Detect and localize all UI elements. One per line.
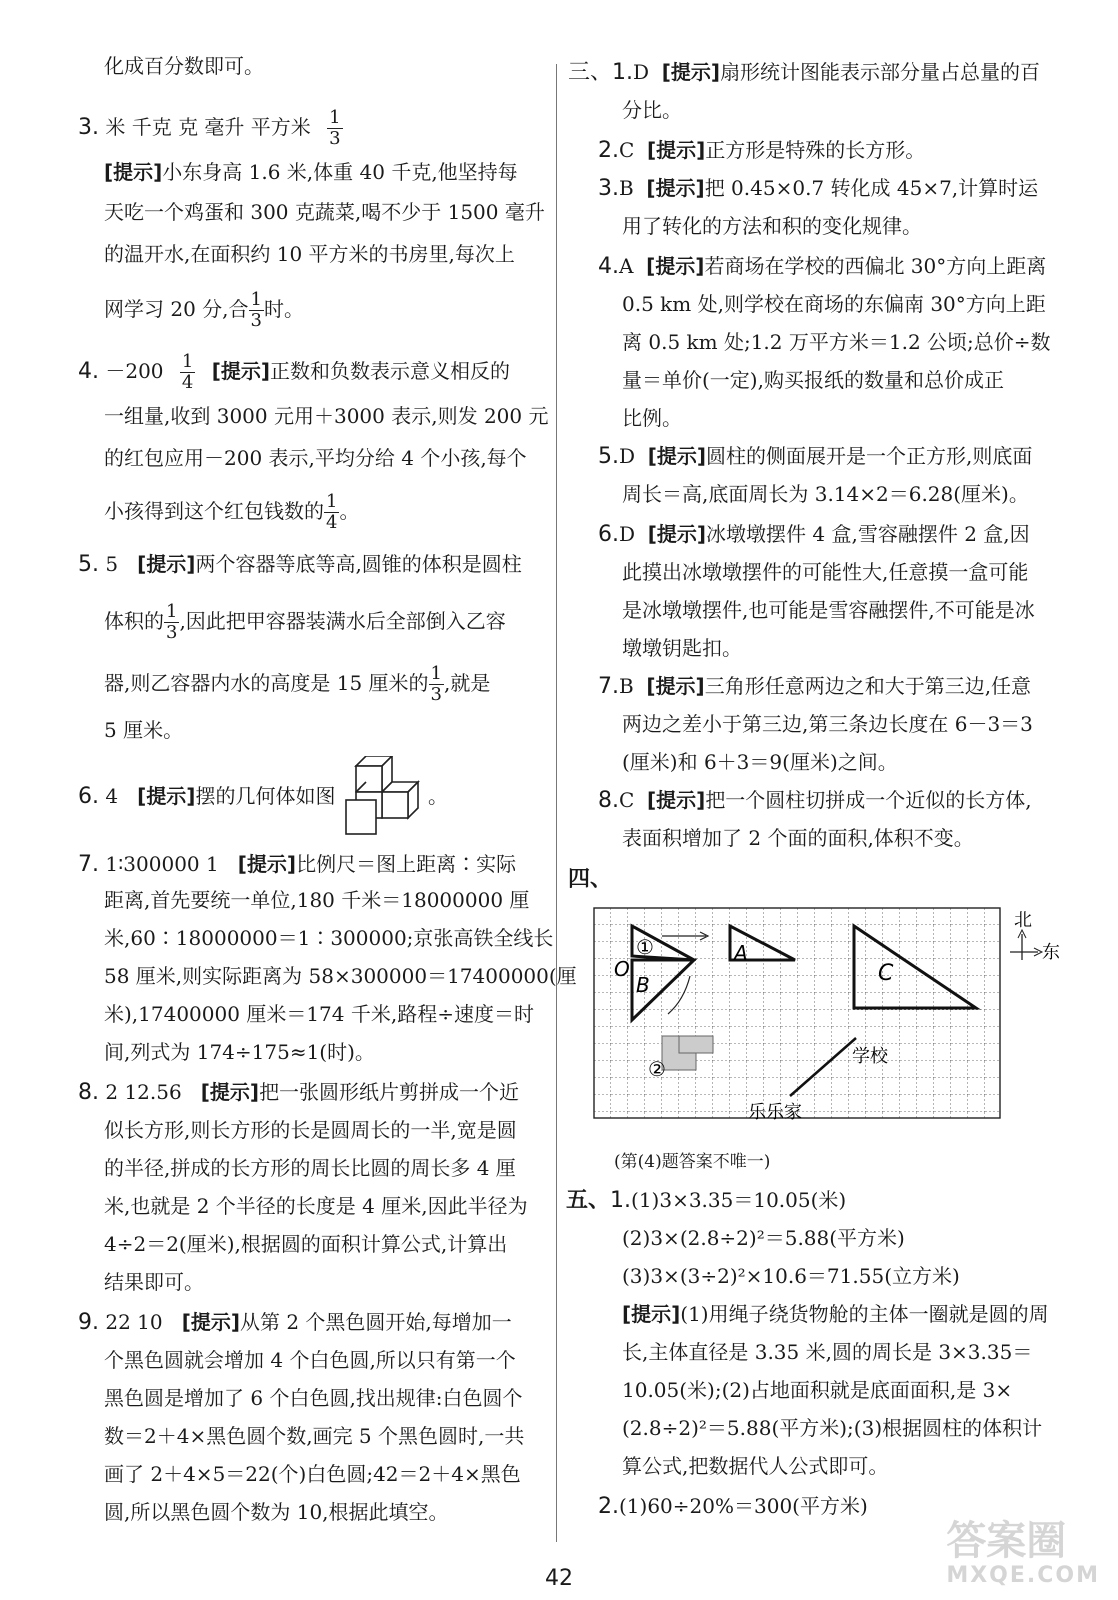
- label-A: A: [734, 941, 748, 965]
- watermark: 答案圈 MXQE.COM: [946, 1518, 1100, 1588]
- answer-r5: 5.D [提示]圆柱的侧面展开是一个正方形,则底面: [598, 444, 1033, 469]
- label-home: 乐乐家: [748, 1102, 802, 1123]
- hint-line: 周长＝高,底面周长为 3.14×2＝6.28(厘米)。: [622, 482, 1029, 506]
- hint-line: [提示]小东身高 1.6 米,体重 40 千克,他坚持每: [104, 160, 518, 184]
- hint-line: (2.8÷2)²＝5.88(平方米);(3)根据圆柱的体积计: [622, 1416, 1043, 1440]
- answer-r7: 7.B [提示]三角形任意两边之和大于第三边,任意: [598, 674, 1032, 699]
- answer-q6: 6. 4 [提示]摆的几何体如图: [78, 784, 336, 809]
- hint-line: 0.5 km 处,则学校在商场的东偏南 30°方向上距: [622, 292, 1046, 316]
- hint-line: 墩墩钥匙扣。: [622, 636, 742, 660]
- hint-line: 此摸出冰墩墩摆件的可能性大,任意摸一盒可能: [622, 560, 1029, 584]
- hint-line: 用了转化的方法和积的变化规律。: [622, 214, 922, 238]
- label-east: 东: [1042, 942, 1060, 963]
- answer-r4: 4.A [提示]若商场在学校的西偏北 30°方向上距离: [598, 254, 1047, 279]
- hint-line: 的半径,拼成的长方形的周长比圆的周长多 4 厘: [104, 1156, 516, 1180]
- figure-caption: (第(4)题答案不唯一): [614, 1152, 771, 1172]
- label-2: ②: [648, 1057, 666, 1081]
- hint-line: 的红包应用－200 表示,平均分给 4 个小孩,每个: [104, 446, 527, 470]
- hint-line: 似长方形,则长方形的长是圆周长的一半,宽是圆: [104, 1118, 517, 1142]
- hint-line: 离 0.5 km 处;1.2 万平方米＝1.2 公顷;总价÷数: [622, 330, 1051, 354]
- hint-line: 个黑色圆就会增加 4 个白色圆,所以只有第一个: [104, 1348, 516, 1372]
- hint-line: 小孩得到这个红包钱数的 $\frac{1}{4}$ 。: [104, 491, 360, 533]
- answer-r3: 3.B [提示]把 0.45×0.7 转化成 45×7,计算时运: [598, 176, 1039, 201]
- hint-line: 的温开水,在面积约 10 平方米的书房里,每次上: [104, 242, 515, 266]
- hint-line: 分比。: [622, 98, 682, 122]
- hint-line: 表面积增加了 2 个面的面积,体积不变。: [622, 826, 974, 850]
- answer-s2: 2.(1)60÷20%＝300(平方米): [598, 1494, 868, 1519]
- answer-q9: 9. 22 10 [提示]从第 2 个黑色圆开始,每增加一: [78, 1310, 512, 1335]
- page-number: 42: [545, 1566, 573, 1591]
- answer-q3: 3. 米 千克 克 毫升 平方米 $\frac{1}{3}$: [78, 107, 341, 149]
- hint-line: 米),17400000 厘米＝174 千米,路程÷速度＝时: [104, 1002, 534, 1026]
- hint-line: 是冰墩墩摆件,也可能是雪容融摆件,不可能是冰: [622, 598, 1035, 622]
- fraction: $\frac{1}{3}$: [430, 663, 442, 705]
- hint-line: 器,则乙容器内水的高度是 15 厘米的 $\frac{1}{3}$ ,就是: [104, 663, 491, 705]
- answer-line: (3)3×(3÷2)²×10.6＝71.55(立方米): [622, 1264, 960, 1288]
- grid-figure: [590, 900, 1070, 1130]
- answer-r1: 三、1.D [提示]扇形统计图能表示部分量占总量的百: [568, 60, 1041, 85]
- text-line: 。: [428, 784, 448, 808]
- hint-line: [提示](1)用绳子绕货物舱的主体一圈就是圆的周: [622, 1302, 1049, 1326]
- hint-line: 量＝单价(一定),购买报纸的数量和总价成正: [622, 368, 1004, 392]
- hint-line: 58 厘米,则实际距离为 58×300000＝17400000(厘: [104, 964, 577, 988]
- hint-line: 米,60∶18000000＝1∶300000;京张高铁全线长: [104, 926, 554, 950]
- answer-q5: 5. 5 [提示]两个容器等底等高,圆锥的体积是圆柱: [78, 552, 522, 577]
- answer-line: (2)3×(2.8÷2)²＝5.88(平方米): [622, 1226, 905, 1250]
- hint-line: 体积的 $\frac{1}{3}$ ,因此把甲容器装满水后全部倒入乙容: [104, 601, 506, 643]
- answer-r6: 6.D [提示]冰墩墩摆件 4 盒,雪容融摆件 2 盒,因: [598, 522, 1030, 547]
- section-four-heading: 四、: [568, 867, 613, 892]
- fraction: $\frac{1}{3}$: [250, 289, 262, 331]
- hint-line: 网学习 20 分,合 $\frac{1}{3}$ 时。: [104, 289, 304, 331]
- hint-line: 一组量,收到 3000 元用＋3000 表示,则发 200 元: [104, 404, 549, 428]
- answer-r2: 2.C [提示]正方形是特殊的长方形。: [598, 138, 926, 163]
- hint-line: 米,也就是 2 个半径的长度是 4 厘米,因此半径为: [104, 1194, 528, 1218]
- label-north: 北: [1014, 910, 1032, 931]
- hint-line: 间,列式为 174÷175≈1(时)。: [104, 1040, 375, 1064]
- fraction: $\frac{1}{4}$: [326, 491, 338, 533]
- column-divider: [556, 64, 557, 1542]
- answer-r8: 8.C [提示]把一个圆柱切拼成一个近似的长方体,: [598, 788, 1032, 813]
- fraction: $\frac{1}{3}$: [166, 601, 178, 643]
- answer-q7: 7. 1∶300000 1 [提示]比例尺＝图上距离∶实际: [78, 852, 517, 877]
- label-B: B: [636, 973, 650, 997]
- hint-line: 两边之差小于第三边,第三条边长度在 6－3＝3: [622, 712, 1033, 736]
- hint-line: 画了 2＋4×5＝22(个)白色圆;42＝2＋4×黑色: [104, 1462, 521, 1486]
- hint-line: 数＝2＋4×黑色圆个数,画完 5 个黑色圆时,一共: [104, 1424, 525, 1448]
- fraction: $\frac{1}{3}$: [329, 107, 341, 149]
- hint-line: 结果即可。: [104, 1270, 204, 1294]
- answer-q8: 8. 2 12.56 [提示]把一张圆形纸片剪拼成一个近: [78, 1080, 520, 1105]
- answer-q4: 4. －200 $\frac{1}{4}$ [提示]正数和负数表示意义相反的: [78, 351, 510, 393]
- hint-line: 算公式,把数据代人公式即可。: [622, 1454, 889, 1478]
- hint-line: 天吃一个鸡蛋和 300 克蔬菜,喝不少于 1500 毫升: [104, 200, 545, 224]
- hint-line: 10.05(米);(2)占地面积就是底面面积,是 3×: [622, 1378, 1013, 1402]
- label-1: ①: [636, 935, 654, 959]
- answer-s1: 五、1.(1)3×3.35＝10.05(米): [566, 1188, 847, 1213]
- label-O: O: [614, 957, 630, 981]
- hint-line: 比例。: [622, 406, 682, 430]
- fraction: $\frac{1}{4}$: [181, 351, 194, 393]
- hint-line: 4÷2＝2(厘米),根据圆的面积计算公式,计算出: [104, 1232, 508, 1256]
- hint-line: 5 厘米。: [104, 718, 184, 742]
- cube-figure: [342, 756, 426, 836]
- hint-line: 距离,首先要统一单位,180 千米＝18000000 厘: [104, 888, 530, 912]
- hint-line: (厘米)和 6＋3＝9(厘米)之间。: [622, 750, 898, 774]
- text-line: 化成百分数即可。: [104, 54, 264, 78]
- label-school: 学校: [852, 1046, 888, 1067]
- hint-line: 黑色圆是增加了 6 个白色圆,找出规律:白色圆个: [104, 1386, 523, 1410]
- hint-line: 圆,所以黑色圆个数为 10,根据此填空。: [104, 1500, 449, 1524]
- label-C: C: [878, 961, 894, 986]
- hint-line: 长,主体直径是 3.35 米,圆的周长是 3×3.35＝: [622, 1340, 1033, 1364]
